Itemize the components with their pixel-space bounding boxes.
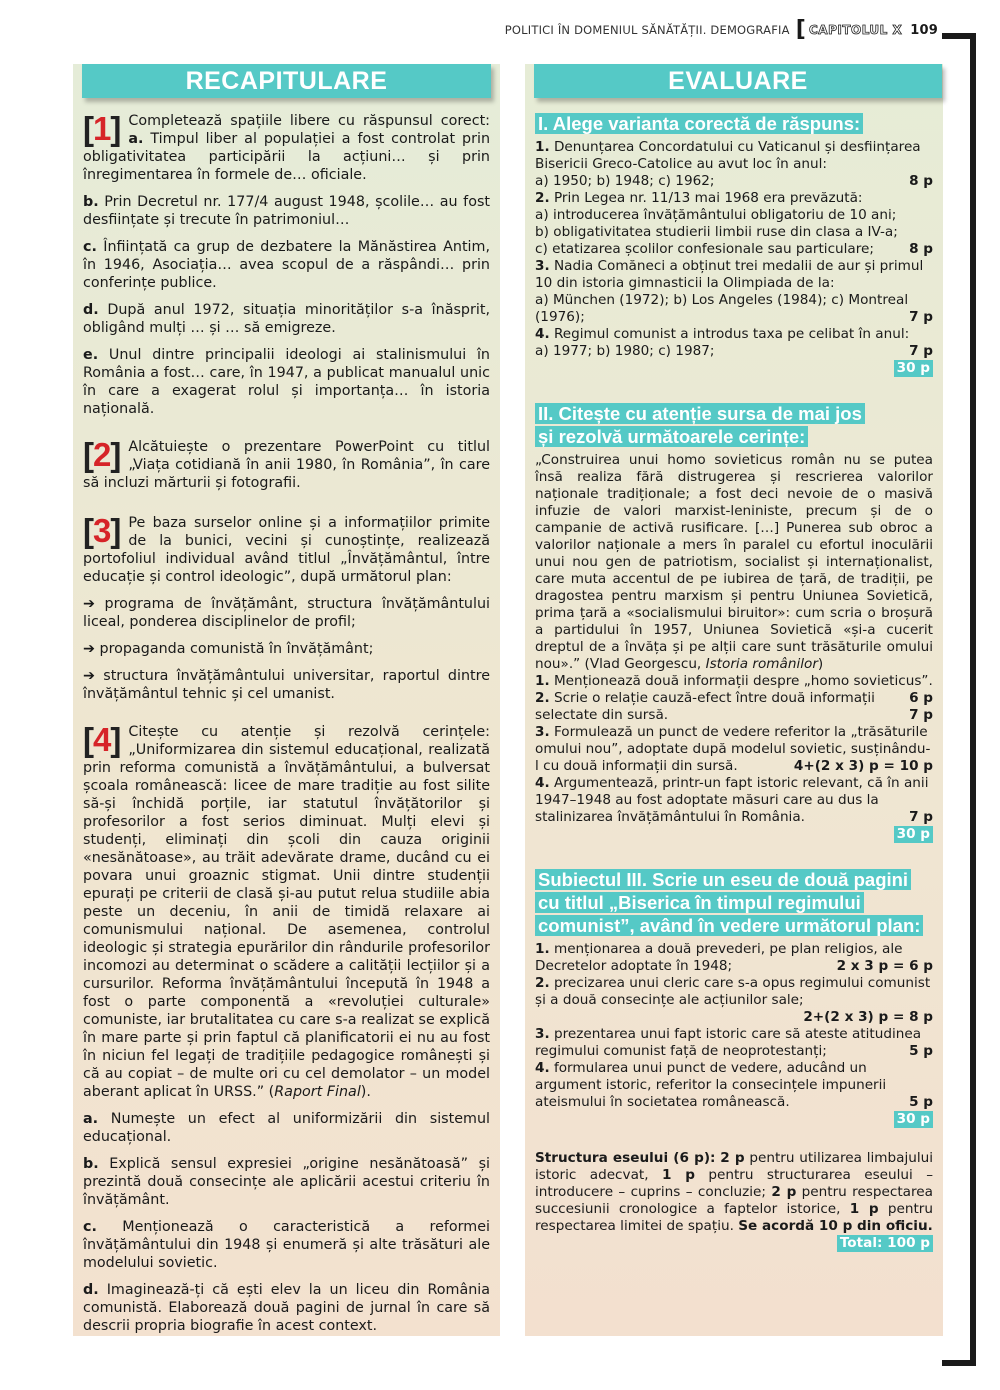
points: 2 x 3 p = 6 p: [836, 958, 933, 974]
recap-column: [73, 64, 500, 1336]
question-1: Menționează două informații despre „homo sovieticus”.: [553, 673, 933, 689]
option-a: a) introducerea învățământului obligatoriu de 10 ani;: [535, 207, 897, 223]
arrow-icon: ➔: [83, 641, 95, 657]
question-3-options: a) München (1972); b) Los Angeles (1984); c) Montreal (1976);: [535, 292, 909, 325]
section-1-total: 30 p: [894, 360, 933, 377]
item-d: Imaginează-ți că ești elev la un liceu din România comunistă. Elaborează două pagini de jurnal în care să descrii propria biografie în acest context.: [83, 1282, 490, 1334]
points: 4+(2 x 3) p = 10 p: [793, 758, 933, 774]
question-4: Argumentează, printr-un fapt istoric relevant, că în anii 1947–1948 au fost adoptate măsuri care au dus la stalinizarea învățământului în România.: [535, 775, 929, 825]
arrow-icon: ➔: [83, 596, 95, 612]
plan-item: ➔ programa de învățământ, structura învățământului liceal, ponderea disciplinelor de profil;: [83, 596, 491, 630]
exercise-number: [1]: [83, 110, 121, 147]
section-3-heading: Subiectul III. Scrie un eseu de două pagini: [535, 869, 911, 890]
points: 7 p: [909, 309, 933, 325]
page-frame-bracket: [942, 33, 976, 1366]
header-bracket: [: [795, 17, 806, 42]
plan-point-1: menționarea a două prevederi, pe plan religios, ale Decretelor adoptate în 1948;: [535, 941, 903, 974]
plan-point-3: prezentarea unui fapt istoric care să ateste atitudinea regimului comunist față de neoprotestanți;: [535, 1026, 922, 1059]
chapter-label: CAPITOLUL X: [808, 23, 903, 37]
section-2-total: 30 p: [894, 826, 933, 843]
exercise-intro: Completează spațiile libere cu răspunsul corect:: [128, 113, 490, 129]
section-3: Subiectul III. Scrie un eseu de două pagini cu titlul „Biserica în timpul regimului comunist”, având în vedere următorul plan: 1. menționarea a două prevederi, pe plan religios, ale Decretelor adoptate în 1948; 2 x 3 p = 6 p 2. precizarea unui cleric care s-a opus regimului comunist și a două consecințe ale acțiunilor sale; 2+(2 x 3) p = 8 p 3. prezentarea unui fapt istoric care să ateste atitudinea regimului comunist față de neoprotestanți; 5 p 4. formularea unui punct de vedere, aducând un argument istoric, referitor la consecințele impunerii ateismului în societatea românească. 5 p 30 p: [535, 869, 933, 1127]
points: 7 p: [909, 707, 933, 723]
source-quote: „Construirea unui homo sovieticus român nu se putea însă realiza fără distrugerea și rescrierea valorilor naționale tradiționale; a fost deci nevoie de o masivă infuzie de valori marxist-leniniste, precum și de o campanie de activă rusificare. […] Punerea sub obroc a valorilor naționale a mers în paralel cu efortul inoculării unui nou gen de patriotism, socialist și internaționalist, care muta accentul de pe iubirea de țară, de tradiții, pe dragostea pentru marxism și pentru Uniunea Sovietică, prima țară a «socialismului biruitor»: cum scria o broșură a partidului în 1957, Uniunea Sovietică «și-a cucerit dreptul de a învăța și pe alții care sunt trăsăturile omului nou».” (Vlad Georgescu, Istoria românilor): [535, 452, 933, 672]
question-1-options: a) 1950; b) 1948; c) 1962;: [535, 173, 715, 189]
recap-title: RECAPITULARE: [82, 64, 491, 98]
item-a: Timpul liber al populației a fost controlat prin obligativitatea participării la acțiuni… și prin înregimentarea în formele de… oficiale.: [83, 131, 491, 183]
exercise-4: [4] Citește cu atenție și rezolvă cerințele: „Uniformizarea din sistemul educațional, realizată prin reforma comunistă a învățământului, a bulversat școala românească: licee de mare tradiție au fost silite să-și închidă porțile, iar statutul învățătorilor și profesorilor a fost serios diminuat. Mulți elevi și studenți, eliminați din școli din cauza originii «nesănătoase», au trăit adevărate drame, ducând cu ei povara unui groaznic stigmat. Unii dintre studenții epurați pe criterii de clasă și-au putut relua studiile abia peste un deceniu, în anii de timidă relaxare ai comunismului național. De asemenea, controlul ideologic și strategia epurărilor din rândurile profesorilor incomozi au determinat o scădere a calității lecțiilor și a cursurilor. Reforma învățământului începută în 1948 a fost o parte componentă a «revoluției culturale» comuniste, iar brutalitatea cu care s-a realizat se explică în mare parte și prin faptul că planificatorii ei nu au fost în niciun fel legați de tradițiile pedagogice românești și că au copiat – de multe ori cu cel demolator – un model aberant aplicat în URSS.” (Raport Final). a. Numește un efect al uniformizării din sistemul educațional. b. Explică sensul expresiei „origine nesănătoasă” și prezintă două consecințe ale aplicării acestui criteriu în învățământ. c. Menționează o caracteristică a reformei învățământului din 1948 și enumeră și alte trăsături ale modelului sovietic. d. Imaginează-ți că ești elev la un liceu din România comunistă. Elaborează două pagini de jurnal în care să descrii propria biografie în acest context.: [83, 721, 490, 1334]
section-1-heading: I. Alege varianta corectă de răspuns:: [535, 113, 863, 134]
item-b: Prin Decretul nr. 177/4 august 1948, școlile… au fost desființate și trecute în patrimoniul…: [83, 194, 490, 228]
essay-structure: Structura eseului (6 p): 2 p pentru utilizarea limbajului istoric adecvat, 1 p pentru structurarea eseului – introducere – cuprins – concluzie; 2 p pentru respectarea succesiunii cronologice a faptelor istorice, 1 p pentru respectarea limitei de spațiu. Se acordă 10 p din oficiu. Total: 100 p: [535, 1150, 934, 1251]
page-header: [498, 18, 938, 42]
question-1: Denunțarea Concordatului cu Vaticanul și desființarea Bisericii Greco-Catolice au avut loc în anul:: [535, 139, 921, 172]
arrow-icon: ➔: [83, 668, 95, 684]
plan-item: ➔ structura învățământului universitar, raportul dintre învățământul tehnic și cel umanist.: [83, 668, 490, 702]
points: 6 p: [909, 690, 933, 706]
exercise-text: Pe baza surselor online și a informațiilor primite de la bunici, vecini și cunoștințe, realizează portofoliul individual având titlul „Învățământul, între educație și control ideologic”, după următorul plan:: [83, 515, 490, 585]
section-2-heading: II. Citește cu atenție sursa de mai jos: [535, 403, 865, 424]
structure-label: Structura eseului (6 p):: [535, 1150, 716, 1166]
item-c: Menționează o caracteristică a reformei învățământului din 1948 și enumeră și alte trăsături ale modelului sovietic.: [83, 1219, 490, 1271]
section-1: I. Alege varianta corectă de răspuns: 1. Denunțarea Concordatului cu Vaticanul și desființarea Bisericii Greco-Catolice au avut loc în anul: a) 1950; b) 1948; c) 1962; 8 p 2. Prin Legea nr. 11/13 mai 1968 era prevăzută: a) introducerea învățământului obligatoriu de 10 ani; b) obligativitatea studierii limbii ruse din clasa a IV-a; c) etatizarea școlilor confesionale sau particulare; 8 p 3. Nadia Comăneci a obținut trei medalii de aur și primul 10 din istoria gimnasticii la Olimpiada de la: a) München (1972); b) Los Angeles (1984); c) Montreal (1976); 7 p 4. Regimul comunist a introdus taxa pe celibat în anul: a) 1977; b) 1980; c) 1987; 7 p 30 p: [535, 113, 933, 376]
exercise-number: [2]: [83, 436, 121, 473]
item-d: După anul 1972, situația minorităților s-a înăsprit, obligând mulți … și … să emigreze.: [83, 302, 490, 336]
exercise-number: [3]: [83, 512, 121, 549]
exercise-text: Citește cu atenție și rezolvă cerințele: „Uniformizarea din sistemul educațional, realizată prin reforma comunistă a învățământului, a bulversat școala românească: licee de mare tradiție au fost silite să-și închidă porțile, iar statutul învățătorilor și profesorilor a fost serios diminuat. Mulți elevi și studenți, eliminați din școli din cauza originii «nesănătoase», au trăit adevărate drame, ducând cu ei povara unui groaznic stigmat. Unii dintre studenții epurați pe criterii de clasă și-au putut relua studiile abia peste un deceniu, în anii de timidă relaxare ai comunismului național. De asemenea, controlul ideologic și strategia epurărilor din rândurile profesorilor incomozi au determinat o scădere a calității lecțiilor și a cursurilor. Reforma învățământului începută în 1948 a fost o parte componentă a «revoluției culturale» comuniste, iar brutalitatea cu care s-a realizat se explică în mare parte și prin faptul că planificatorii ei nu au fost în niciun fel legați de tradițiile pedagogice românești și că au copiat – de multe ori cu cel demolator – un model aberant aplicat în URSS.” (Raport Final).: [83, 724, 490, 1100]
page-number: 109: [910, 22, 938, 38]
question-4-options: a) 1977; b) 1980; c) 1987;: [535, 343, 715, 359]
exercise-2: [83, 438, 490, 492]
question-3: Nadia Comăneci a obținut trei medalii de aur și primul 10 din istoria gimnasticii la Olimpiada de la:: [535, 258, 924, 291]
running-title: POLITICI ÎN DOMENIUL SĂNĂTĂȚII. DEMOGRAFIA: [504, 23, 790, 37]
question-2: Prin Legea nr. 11/13 mai 1968 era prevăzută:: [553, 190, 863, 206]
points: 5 p: [909, 1094, 933, 1110]
grand-total: Total: 100 p: [837, 1235, 933, 1252]
item-e: Unul dintre principalii ideologi ai stalinismului în România a fost… care, în 1947, a publicat manualul unic în care a exagerat rolul și importanța… în istoria națională.: [83, 347, 490, 417]
exercise-text: Alcătuiește o prezentare PowerPoint cu titlul „Viața cotidiană în anii 1980, în România”, în care să incluzi mărturii și fotografii.: [83, 439, 490, 491]
question-4: Regimul comunist a introdus taxa pe celibat în anul:: [553, 326, 910, 342]
points: 5 p: [909, 1043, 933, 1059]
eval-column: [525, 64, 943, 1336]
recap-content: [83, 112, 490, 1344]
item-a: Numește un efect al uniformizării din sistemul educațional.: [83, 1111, 490, 1145]
option-c: c) etatizarea școlilor confesionale sau particulare;: [535, 241, 875, 257]
eval-content: [535, 112, 933, 1252]
item-b: Explică sensul expresiei „origine nesănătoasă” și prezintă două consecințe ale aplicării acestui criteriu în învățământ.: [83, 1156, 490, 1208]
plan-point-2: precizarea unui cleric care s-a opus regimului comunist și a două consecințe ale acțiunilor sale;: [535, 975, 931, 1008]
eval-title: EVALUARE: [534, 64, 942, 98]
exercise-3: [83, 514, 490, 703]
bonus-points: Se acordă 10 p din oficiu.: [738, 1218, 933, 1234]
question-3: Formulează un punct de vedere referitor la „trăsăturile omului nou”, adoptate după modelul sovietic, susținându-l cu două informații din sursă.: [535, 724, 931, 774]
question-2: Scrie o relație cauză-efect între două informații selectate din sursă.: [535, 690, 875, 723]
section-3-total: 30 p: [894, 1111, 933, 1128]
points: 8 p: [909, 173, 933, 189]
item-c: Înființată ca grup de dezbatere la Mănăstirea Antim, în 1946, Asociația… avea scopul de a răspândi… prin conferințe publice.: [83, 239, 491, 291]
plan-point-4: formularea unui punct de vedere, aducând un argument istoric, referitor la consecințele impunerii ateismului în societatea românească.: [535, 1060, 887, 1110]
exercise-1: [1] Completează spațiile libere cu răspunsul corect: a. Timpul liber al populației a fost controlat prin obligativitatea participării la acțiuni… și prin înregimentarea în formele de… oficiale. b. Prin Decretul nr. 177/4 august 1948, școlile… au fost desființate și trecute în patrimoniul… c. Înființată ca grup de dezbatere la Mănăstirea Antim, în 1946, Asociația… avea scopul de a răspândi… prin conferințe publice. d. După anul 1972, situația minorităților s-a înăsprit, obligând mulți … și … să emigreze. e. Unul dintre principalii ideologi ai stalinismului în România a fost… care, în 1947, a publicat manualul unic în care a exagerat rolul și importanța… în istoria națională.: [83, 110, 491, 417]
section-2: II. Citește cu atenție sursa de mai jos și rezolvă următoarele cerințe: „Construirea unui homo sovieticus român nu se putea însă realiza fără distrugerea și rescrierea valorilor naționale tradiționale; a fost deci nevoie de o masivă infuzie de valori marxist-leniniste, precum și de o campanie de activă rusificare. […] Punerea sub obroc a valorilor naționale a mers în paralel cu efortul inoculării unui nou gen de patriotism, socialist și internaționalist, care muta accentul de pe iubirea de țară, de tradiții, pe dragostea pentru marxism și pentru Uniunea Sovietică, prima țară a «socialismului biruitor»: cum scria o broșură a partidului în 1957, Uniunea Sovietică «și-a cucerit dreptul de a învăța și pe alții care sunt trăsăturile omului nou».” (Vlad Georgescu, Istoria românilor) 1. Menționează două informații despre „homo sovieticus”. 6 p 2. Scrie o relație cauză-efect între două informații selectate din sursă. 7 p 3. Formulează un punct de vedere referitor la „trăsăturile omului nou”, adoptate după modelul sovietic, susținându-l cu două informații din sursă. 4+(2 x 3) p = 10 p 4. Argumentează, printr-un fapt istoric relevant, că în anii 1947–1948 au fost adoptate măsuri care au dus la stalinizarea învățământului în România. 7 p 30 p: [535, 403, 933, 842]
points: 7 p: [909, 343, 933, 359]
points: 7 p: [909, 809, 933, 825]
exercise-number: [4]: [83, 721, 121, 758]
plan-item: ➔ propaganda comunistă în învățământ;: [83, 641, 374, 657]
points: 2+(2 x 3) p = 8 p: [803, 1009, 933, 1025]
option-b: b) obligativitatea studierii limbii ruse din clasa a IV-a;: [535, 224, 898, 240]
points: 8 p: [909, 241, 933, 257]
